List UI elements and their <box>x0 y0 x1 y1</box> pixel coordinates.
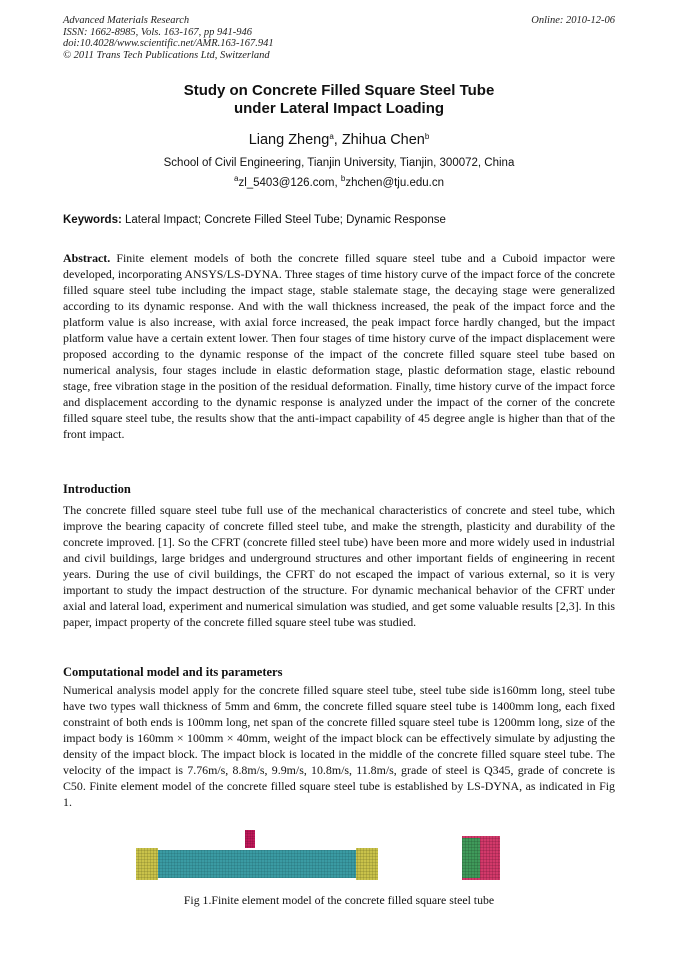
issn-line: ISSN: 1662-8985, Vols. 163-167, pp 941-946 <box>63 26 252 38</box>
computational-text: Numerical analysis model apply for the concrete filled square steel tube, steel tube side is160mm long, steel tube have two types wall thickness of 5mm and 6mm, the concrete filled square steel tube is 1400mm long, each fixed constraint of both ends is 100mm long, net span of the concrete filled square steel tube is 1200mm long, size of the impact body is 160mm × 100mm × 40mm, weight of the impact block can be effectively simulate by adjusting the density of the impact block. The impact block is located in the middle of the concrete filled square steel tube. The velocity of the impact is 7.76m/s, 8.8m/s, 9.9m/s, 10.8m/s, 11.8m/s, grade of steel is Q345, grade of concrete is C50. Finite element model of the concrete filled square steel tube is established by LS-DYNA, as indicated in Fig 1. <box>63 683 615 809</box>
doi-line: doi:10.4028/www.scientific.net/AMR.163-167.941 <box>63 38 274 49</box>
title-line-1: Study on Concrete Filled Square Steel Tube <box>183 82 495 99</box>
right-end-constraint <box>356 848 378 880</box>
keywords-text: Lateral Impact; Concrete Filled Steel Tube; Dynamic Response <box>121 214 446 226</box>
introduction-heading: Introduction <box>63 482 131 496</box>
email-1[interactable]: zl_5403@126.com, <box>238 177 341 189</box>
journal-header <box>63 15 274 61</box>
affiliation: School of Civil Engineering, Tianjin University, Tianjin, 300072, China <box>163 157 515 169</box>
author-2-sup: b <box>424 132 430 141</box>
fe-model-figure <box>120 826 520 882</box>
keywords <box>63 214 615 226</box>
author-1-sup: a <box>329 132 334 141</box>
abstract-label: Abstract. <box>63 251 111 265</box>
section-core-mesh <box>462 838 480 878</box>
computational-heading: Computational model and its parameters <box>63 665 283 679</box>
keywords-label: Keywords: <box>63 214 122 226</box>
abstract <box>63 250 615 442</box>
journal-name: Advanced Materials Research <box>63 15 190 26</box>
abstract-text: Finite element models of both the concrete filled square steel tube and a Cuboid impactor were developed, incorporating ANSYS/LS-DYNA. Three stages of time history curve of the impact force of the concrete filled square steel tube including the impact stage, stable stalemate stage, the decaying stage were generalized according to its dynamic response. And with the wall thickness increased, the peak of the impact force and the platform value is also increase, with axial force increased, the peak impact force hardly changed, but the impact platform value have a certain extent lower. Then four stages of time history curve of the impact displacement were proposed according to the dynamic response of the impact of the concrete filled square steel tube based on numerical analysis, four stages include in elastic deformation stage, plastic deformation stage, elastic rebound stage, free vibration stage in the position of the residual deformation. Finally, time history curve of the impact force and displacement according to the dynamic response is analyzed under the impact of the corner of the concrete filled square steel tube, the results show that the anti-impact capability of 45 degree angle is higher than that of the front impact. <box>63 251 615 441</box>
steel-tube-mesh <box>158 850 356 878</box>
paper-title <box>0 82 678 118</box>
author-1: Liang Zheng <box>248 132 330 148</box>
email-1-sup: a <box>233 174 239 183</box>
author-2: Zhihua Chen <box>341 132 425 148</box>
introduction-text: The concrete filled square steel tube full use of the mechanical characteristics of concrete and steel tube, which improve the bearing capacity of concrete filled steel tube, and make the strength, plasticity and durability of the concrete improved. [1]. So the CFRT (concrete filled steel tube) have been more and more widely used in industrial and civil buildings, large bridges and underground structures and other important fields of engineering in recent years. During the use of civil buildings, the CFRT do not escaped the impact of various external, so it is very important to study the impact destruction of the structure. For dynamic mechanical behavior of the CFRT under axial and lateral load, experiment and numerical simulation was studied, and get some valuable results [2,3]. In this paper, impact property of the concrete filled square steel tube was studied. <box>63 503 615 629</box>
email-2-sup: b <box>340 174 346 183</box>
author-list <box>0 132 678 148</box>
email-list <box>0 174 678 189</box>
email-2[interactable]: zhchen@tju.edu.cn <box>345 177 444 189</box>
figure-caption: Fig 1.Finite element model of the concrete filled square steel tube <box>183 893 495 907</box>
title-line-2: under Lateral Impact Loading <box>233 100 445 117</box>
left-end-constraint <box>136 848 158 880</box>
copyright-line: © 2011 Trans Tech Publications Ltd, Switzerland <box>63 49 270 61</box>
online-date: Online: 2010-12-06 <box>531 15 615 26</box>
impactor-block <box>245 830 255 848</box>
author-separator: , <box>333 132 342 148</box>
